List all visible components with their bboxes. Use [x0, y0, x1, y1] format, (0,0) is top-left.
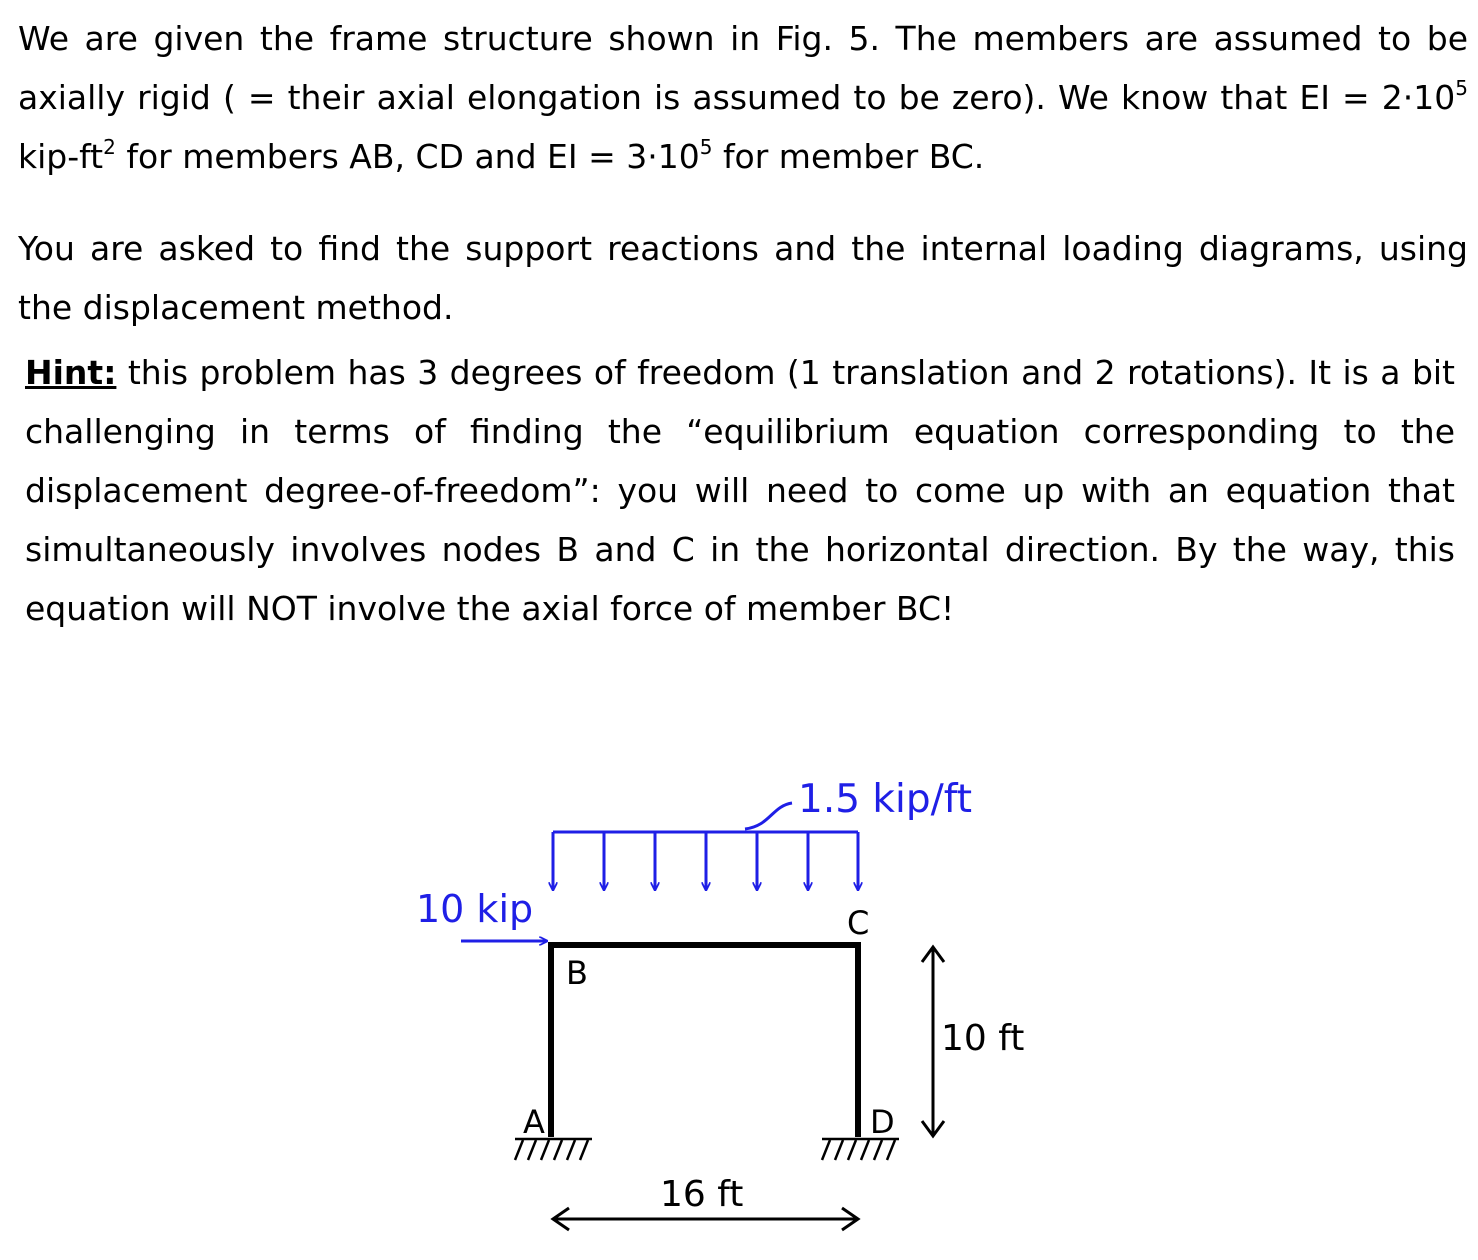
node-d-label: D: [870, 1103, 895, 1141]
frame-members: [551, 945, 858, 1137]
support-d: [822, 1139, 899, 1160]
point-load-label: 10 kip: [416, 887, 534, 931]
hint-label: Hint:: [25, 353, 117, 392]
task-paragraph: You are asked to find the support reactions and the internal loading diagrams, using the displacement method.: [18, 229, 1468, 327]
width-dimension-label: 16 ft: [660, 1174, 744, 1215]
node-c-label: C: [847, 904, 870, 942]
load-leader: [745, 803, 792, 829]
distributed-load-label: 1.5 kip/ft: [798, 777, 973, 822]
exponent: 5: [699, 135, 713, 159]
exponent: 5: [1455, 76, 1468, 100]
exponent: 2: [103, 135, 116, 159]
height-dimension-label: 10 ft: [941, 1018, 1025, 1059]
support-a: [515, 1139, 592, 1160]
hint-text: this problem has 3 degrees of freedom (1 translation and 2 rotations). It is a bit challenging in terms of finding the “equilibrium equation corresponding to the displacement degree-of-freedom”: you will need to come up with an equation that simultaneously involves nodes B and C in the horizontal direction. By the way, this equation will NOT involve the axial force of member BC!: [25, 353, 1455, 628]
node-b-label: B: [566, 954, 588, 992]
intro-paragraph: We are given the frame structure shown in Fig. 5. The members are assumed to be axially rigid ( = their axial elongation is assumed to be zero). We know that EI = $2\cdot 10^5$ kip-$ft^2$ for members AB, CD and EI = $3\cdot 10^5$ for member BC.: [18, 19, 1468, 176]
node-a-label: A: [523, 1103, 545, 1141]
